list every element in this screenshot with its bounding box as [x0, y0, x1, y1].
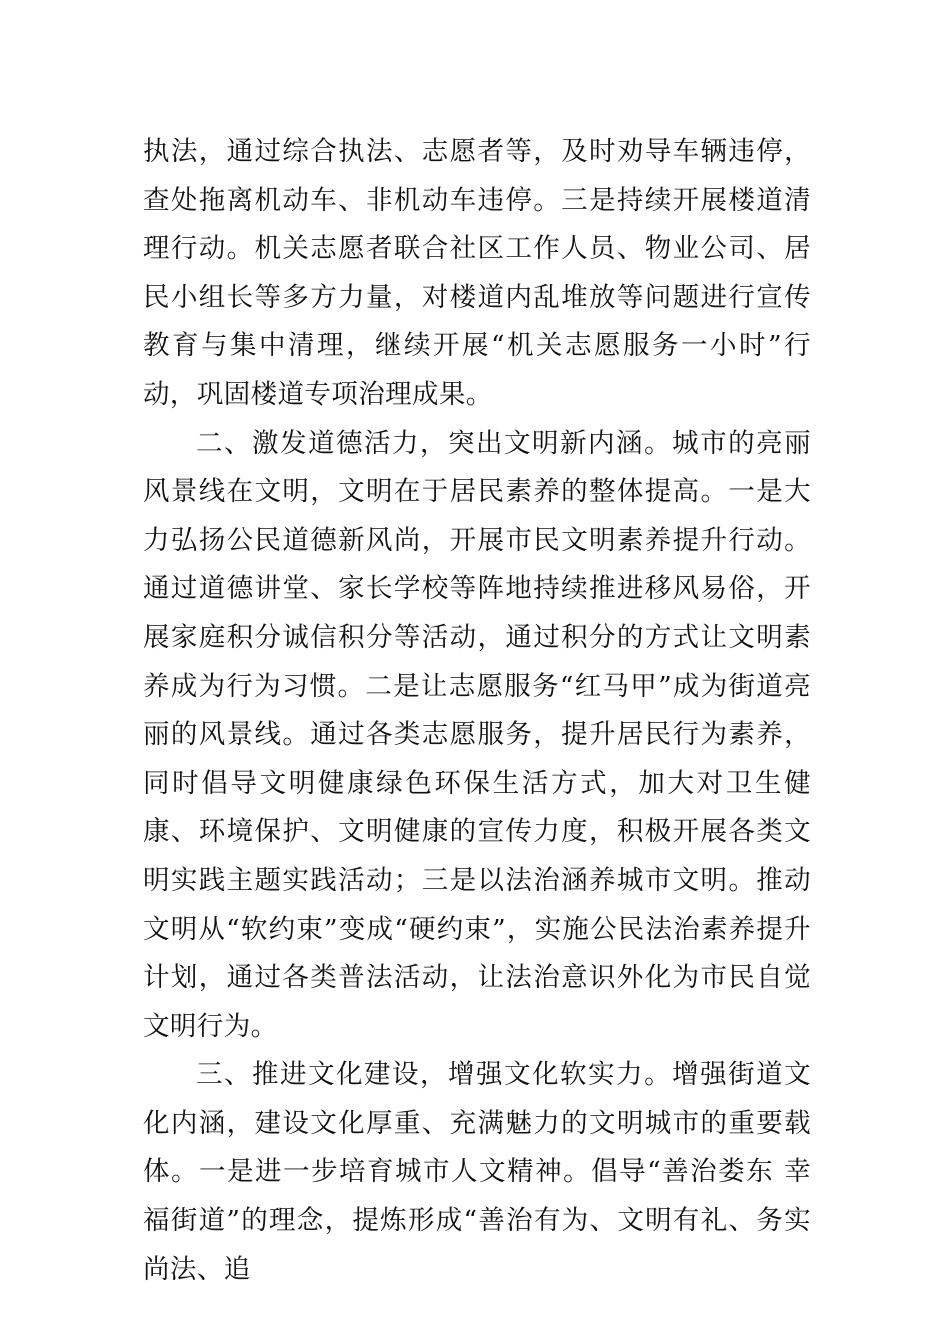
paragraph-continuation: 执法，通过综合执法、志愿者等，及时劝导车辆违停，查处拖离机动车、非机动车违停。三是持续开展楼道清理行动。机关志愿者联合社区工作人员、物业公司、居民小组长等多方力量，对楼道内乱堆放等问题进行宣传教育与集中清理，继续开展“机关志愿服务一小时”行动，巩固楼道专项治理成果。	[143, 136, 811, 410]
document-body	[143, 128, 811, 1294]
paragraph-section-three: 三、推进文化建设，增强文化软实力。增强街道文化内涵，建设文化厚重、充满魅力的文明城市的重要载体。一是进一步培育城市人文精神。倡导“善治娄东 幸福街道”的理念，提炼形成“善治有为、文明有礼、务实尚法、追	[143, 1059, 811, 1285]
paragraph-section-two: 二、激发道德活力，突出文明新内涵。城市的亮丽风景线在文明，文明在于居民素养的整体提高。一是大力弘扬公民道德新风尚，开展市民文明素养提升行动。通过道德讲堂、家长学校等阵地持续推进移风易俗，开展家庭积分诚信积分等活动，通过积分的方式让文明素养成为行为习惯。二是让志愿服务“红马甲”成为街道亮丽的风景线。通过各类志愿服务，提升居民行为素养，同时倡导文明健康绿色环保生活方式，加大对卫生健康、环境保护、文明健康的宣传力度，积极开展各类文明实践主题实践活动；三是以法治涵养城市文明。推动文明从“软约束”变成“硬约束”，实施公民法治素养提升计划，通过各类普法活动，让法治意识外化为市民自觉文明行为。	[143, 427, 811, 1042]
